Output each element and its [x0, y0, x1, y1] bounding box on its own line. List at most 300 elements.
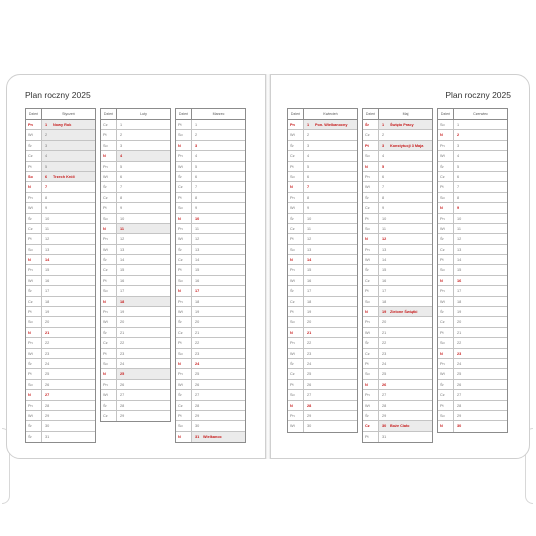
day-cell[interactable]	[117, 172, 170, 181]
day-row[interactable]	[26, 411, 95, 421]
day-cell[interactable]	[379, 390, 432, 399]
day-row[interactable]	[26, 286, 95, 296]
day-row[interactable]	[363, 151, 432, 161]
day-cell[interactable]	[42, 317, 95, 326]
day-cell[interactable]	[117, 245, 170, 254]
day-row[interactable]	[101, 224, 170, 234]
day-cell[interactable]	[42, 421, 95, 430]
day-cell[interactable]	[192, 265, 245, 274]
day-cell[interactable]	[454, 349, 507, 358]
day-row[interactable]	[288, 193, 357, 203]
day-row[interactable]	[363, 307, 432, 317]
day-row[interactable]	[363, 182, 432, 192]
day-row[interactable]	[101, 276, 170, 286]
day-row[interactable]	[176, 380, 245, 390]
day-cell[interactable]	[192, 380, 245, 389]
day-row[interactable]	[363, 369, 432, 379]
day-cell[interactable]	[454, 203, 507, 212]
day-cell[interactable]	[379, 151, 432, 160]
day-cell[interactable]	[304, 245, 357, 254]
day-cell[interactable]	[192, 338, 245, 347]
day-row[interactable]	[288, 276, 357, 286]
day-cell[interactable]	[192, 297, 245, 306]
day-cell[interactable]	[454, 276, 507, 285]
day-row[interactable]	[176, 120, 245, 130]
day-cell[interactable]	[454, 224, 507, 233]
day-row[interactable]	[438, 349, 507, 359]
day-row[interactable]	[176, 369, 245, 379]
day-cell[interactable]	[42, 224, 95, 233]
day-row[interactable]	[288, 130, 357, 140]
day-cell[interactable]	[304, 265, 357, 274]
day-cell[interactable]	[117, 317, 170, 326]
day-row[interactable]	[176, 141, 245, 151]
day-row[interactable]	[176, 338, 245, 348]
day-cell[interactable]	[192, 203, 245, 212]
day-cell[interactable]	[304, 130, 357, 139]
day-row[interactable]	[26, 307, 95, 317]
day-cell[interactable]	[379, 317, 432, 326]
day-cell[interactable]	[304, 317, 357, 326]
day-row[interactable]	[288, 369, 357, 379]
day-cell[interactable]	[42, 255, 95, 264]
day-cell[interactable]	[379, 432, 432, 442]
day-row[interactable]	[438, 151, 507, 161]
day-cell[interactable]	[304, 120, 357, 129]
day-row[interactable]	[288, 234, 357, 244]
day-cell[interactable]	[304, 182, 357, 191]
day-row[interactable]	[363, 255, 432, 265]
day-row[interactable]	[288, 120, 357, 130]
day-row[interactable]	[176, 411, 245, 421]
day-row[interactable]	[363, 432, 432, 442]
day-row[interactable]	[26, 151, 95, 161]
day-row[interactable]	[176, 401, 245, 411]
day-cell[interactable]	[117, 276, 170, 285]
day-cell[interactable]	[192, 286, 245, 295]
day-row[interactable]	[288, 172, 357, 182]
day-row[interactable]	[101, 359, 170, 369]
day-row[interactable]	[438, 328, 507, 338]
day-cell[interactable]	[304, 421, 357, 431]
day-row[interactable]	[288, 265, 357, 275]
day-cell[interactable]	[42, 130, 95, 139]
day-row[interactable]	[26, 120, 95, 130]
day-row[interactable]	[288, 224, 357, 234]
day-cell[interactable]	[192, 130, 245, 139]
day-cell[interactable]	[304, 286, 357, 295]
day-row[interactable]	[101, 151, 170, 161]
day-row[interactable]	[288, 203, 357, 213]
day-row[interactable]	[288, 421, 357, 431]
day-row[interactable]	[26, 359, 95, 369]
day-cell[interactable]	[192, 307, 245, 316]
day-cell[interactable]	[304, 234, 357, 243]
day-cell[interactable]	[42, 307, 95, 316]
day-cell[interactable]	[379, 193, 432, 202]
day-cell[interactable]	[379, 141, 432, 150]
day-row[interactable]	[26, 328, 95, 338]
day-cell[interactable]	[117, 234, 170, 243]
day-row[interactable]	[26, 162, 95, 172]
day-row[interactable]	[101, 141, 170, 151]
day-cell[interactable]	[192, 401, 245, 410]
day-cell[interactable]	[454, 265, 507, 274]
day-cell[interactable]	[192, 234, 245, 243]
day-cell[interactable]	[192, 245, 245, 254]
day-cell[interactable]	[117, 141, 170, 150]
day-cell[interactable]	[454, 307, 507, 316]
day-cell[interactable]	[192, 182, 245, 191]
day-cell[interactable]	[379, 359, 432, 368]
day-cell[interactable]	[379, 162, 432, 171]
day-cell[interactable]	[379, 328, 432, 337]
day-row[interactable]	[101, 265, 170, 275]
day-cell[interactable]	[454, 245, 507, 254]
day-row[interactable]	[363, 172, 432, 182]
day-row[interactable]	[363, 265, 432, 275]
day-cell[interactable]	[117, 359, 170, 368]
day-cell[interactable]	[454, 421, 507, 431]
day-row[interactable]	[176, 255, 245, 265]
day-cell[interactable]	[42, 432, 95, 442]
day-cell[interactable]	[117, 151, 170, 160]
day-row[interactable]	[26, 390, 95, 400]
day-cell[interactable]	[304, 141, 357, 150]
day-row[interactable]	[438, 380, 507, 390]
day-row[interactable]	[101, 120, 170, 130]
day-cell[interactable]	[117, 182, 170, 191]
day-cell[interactable]	[304, 276, 357, 285]
day-row[interactable]	[288, 141, 357, 151]
day-row[interactable]	[176, 297, 245, 307]
day-cell[interactable]	[379, 265, 432, 274]
day-cell[interactable]	[454, 182, 507, 191]
day-row[interactable]	[101, 245, 170, 255]
day-row[interactable]	[176, 234, 245, 244]
day-row[interactable]	[288, 390, 357, 400]
day-row[interactable]	[26, 338, 95, 348]
day-cell[interactable]	[454, 390, 507, 399]
day-row[interactable]	[363, 120, 432, 130]
day-cell[interactable]	[379, 172, 432, 181]
day-row[interactable]	[438, 245, 507, 255]
day-cell[interactable]	[192, 193, 245, 202]
day-cell[interactable]	[192, 276, 245, 285]
day-row[interactable]	[26, 349, 95, 359]
day-row[interactable]	[288, 338, 357, 348]
day-cell[interactable]	[192, 120, 245, 129]
day-row[interactable]	[101, 130, 170, 140]
day-cell[interactable]	[304, 338, 357, 347]
day-row[interactable]	[26, 401, 95, 411]
day-row[interactable]	[363, 224, 432, 234]
day-cell[interactable]	[454, 328, 507, 337]
day-cell[interactable]	[379, 214, 432, 223]
day-cell[interactable]	[304, 162, 357, 171]
day-row[interactable]	[438, 193, 507, 203]
day-row[interactable]	[363, 203, 432, 213]
day-row[interactable]	[438, 224, 507, 234]
day-row[interactable]	[176, 172, 245, 182]
day-row[interactable]	[101, 338, 170, 348]
day-cell[interactable]	[117, 411, 170, 421]
day-cell[interactable]	[42, 151, 95, 160]
day-cell[interactable]	[42, 411, 95, 420]
day-row[interactable]	[176, 224, 245, 234]
day-cell[interactable]	[192, 369, 245, 378]
day-cell[interactable]	[192, 172, 245, 181]
day-cell[interactable]	[42, 359, 95, 368]
day-cell[interactable]	[192, 224, 245, 233]
day-cell[interactable]	[304, 307, 357, 316]
day-row[interactable]	[176, 162, 245, 172]
day-row[interactable]	[101, 390, 170, 400]
day-row[interactable]	[176, 193, 245, 203]
day-row[interactable]	[26, 276, 95, 286]
day-row[interactable]	[101, 193, 170, 203]
day-cell[interactable]	[379, 182, 432, 191]
day-row[interactable]	[363, 193, 432, 203]
day-cell[interactable]	[379, 349, 432, 358]
day-row[interactable]	[176, 307, 245, 317]
day-cell[interactable]	[192, 151, 245, 160]
day-cell[interactable]	[379, 234, 432, 243]
day-cell[interactable]	[117, 390, 170, 399]
day-cell[interactable]	[117, 297, 170, 306]
day-row[interactable]	[438, 297, 507, 307]
day-row[interactable]	[176, 214, 245, 224]
day-cell[interactable]	[304, 255, 357, 264]
day-row[interactable]	[363, 380, 432, 390]
day-row[interactable]	[26, 432, 95, 442]
day-row[interactable]	[288, 380, 357, 390]
day-row[interactable]	[101, 162, 170, 172]
day-cell[interactable]	[117, 307, 170, 316]
day-row[interactable]	[363, 349, 432, 359]
day-cell[interactable]	[454, 411, 507, 420]
day-row[interactable]	[438, 338, 507, 348]
day-cell[interactable]	[454, 172, 507, 181]
day-row[interactable]	[26, 380, 95, 390]
day-cell[interactable]	[117, 120, 170, 129]
day-cell[interactable]	[379, 369, 432, 378]
day-cell[interactable]	[42, 245, 95, 254]
day-row[interactable]	[363, 276, 432, 286]
day-row[interactable]	[101, 214, 170, 224]
day-row[interactable]	[26, 172, 95, 182]
day-row[interactable]	[288, 359, 357, 369]
day-row[interactable]	[438, 182, 507, 192]
day-row[interactable]	[363, 421, 432, 431]
day-row[interactable]	[101, 411, 170, 421]
day-cell[interactable]	[42, 401, 95, 410]
day-cell[interactable]	[192, 317, 245, 326]
day-row[interactable]	[101, 297, 170, 307]
day-cell[interactable]	[42, 203, 95, 212]
day-row[interactable]	[176, 390, 245, 400]
day-row[interactable]	[363, 141, 432, 151]
day-row[interactable]	[363, 401, 432, 411]
day-row[interactable]	[438, 172, 507, 182]
day-row[interactable]	[26, 234, 95, 244]
day-row[interactable]	[26, 193, 95, 203]
day-row[interactable]	[176, 421, 245, 431]
day-row[interactable]	[438, 307, 507, 317]
day-cell[interactable]	[454, 162, 507, 171]
day-row[interactable]	[438, 203, 507, 213]
day-row[interactable]	[363, 286, 432, 296]
day-cell[interactable]	[192, 390, 245, 399]
day-row[interactable]	[288, 162, 357, 172]
day-row[interactable]	[288, 307, 357, 317]
day-cell[interactable]	[42, 182, 95, 191]
day-row[interactable]	[438, 286, 507, 296]
day-row[interactable]	[26, 245, 95, 255]
day-row[interactable]	[176, 328, 245, 338]
day-row[interactable]	[101, 328, 170, 338]
day-row[interactable]	[176, 359, 245, 369]
day-row[interactable]	[26, 141, 95, 151]
day-cell[interactable]	[304, 214, 357, 223]
day-cell[interactable]	[454, 234, 507, 243]
day-row[interactable]	[363, 130, 432, 140]
day-cell[interactable]	[117, 224, 170, 233]
day-row[interactable]	[438, 234, 507, 244]
day-cell[interactable]	[379, 401, 432, 410]
day-cell[interactable]	[304, 401, 357, 410]
day-row[interactable]	[438, 359, 507, 369]
day-row[interactable]	[26, 369, 95, 379]
day-cell[interactable]	[454, 401, 507, 410]
day-row[interactable]	[438, 317, 507, 327]
day-cell[interactable]	[304, 151, 357, 160]
day-cell[interactable]	[192, 359, 245, 368]
day-cell[interactable]	[117, 369, 170, 378]
day-row[interactable]	[288, 214, 357, 224]
day-row[interactable]	[288, 286, 357, 296]
day-cell[interactable]	[454, 120, 507, 129]
day-row[interactable]	[26, 214, 95, 224]
day-cell[interactable]	[42, 297, 95, 306]
day-row[interactable]	[176, 286, 245, 296]
day-cell[interactable]	[117, 203, 170, 212]
day-cell[interactable]	[454, 359, 507, 368]
day-cell[interactable]	[117, 255, 170, 264]
day-cell[interactable]	[117, 265, 170, 274]
day-cell[interactable]	[192, 255, 245, 264]
day-cell[interactable]	[454, 193, 507, 202]
day-cell[interactable]	[42, 265, 95, 274]
day-cell[interactable]	[117, 349, 170, 358]
day-row[interactable]	[438, 255, 507, 265]
day-row[interactable]	[26, 255, 95, 265]
day-row[interactable]	[288, 401, 357, 411]
day-cell[interactable]	[42, 162, 95, 171]
day-cell[interactable]	[379, 120, 432, 129]
day-cell[interactable]	[304, 369, 357, 378]
day-row[interactable]	[176, 245, 245, 255]
day-row[interactable]	[438, 411, 507, 421]
day-row[interactable]	[363, 162, 432, 172]
day-cell[interactable]	[42, 380, 95, 389]
day-row[interactable]	[26, 297, 95, 307]
day-cell[interactable]	[379, 245, 432, 254]
day-row[interactable]	[176, 432, 245, 442]
day-cell[interactable]	[454, 130, 507, 139]
day-row[interactable]	[101, 349, 170, 359]
day-cell[interactable]	[304, 297, 357, 306]
day-cell[interactable]	[42, 141, 95, 150]
day-row[interactable]	[26, 203, 95, 213]
day-row[interactable]	[176, 349, 245, 359]
day-row[interactable]	[176, 151, 245, 161]
day-cell[interactable]	[304, 390, 357, 399]
day-row[interactable]	[363, 338, 432, 348]
day-row[interactable]	[438, 276, 507, 286]
day-cell[interactable]	[304, 203, 357, 212]
day-cell[interactable]	[454, 255, 507, 264]
day-cell[interactable]	[454, 214, 507, 223]
day-cell[interactable]	[304, 359, 357, 368]
day-row[interactable]	[438, 130, 507, 140]
day-cell[interactable]	[42, 369, 95, 378]
day-cell[interactable]	[454, 297, 507, 306]
day-cell[interactable]	[454, 338, 507, 347]
day-cell[interactable]	[42, 349, 95, 358]
day-row[interactable]	[101, 172, 170, 182]
day-row[interactable]	[288, 255, 357, 265]
day-row[interactable]	[363, 359, 432, 369]
day-cell[interactable]	[379, 411, 432, 420]
day-row[interactable]	[101, 307, 170, 317]
day-row[interactable]	[176, 130, 245, 140]
day-cell[interactable]	[379, 276, 432, 285]
day-row[interactable]	[101, 369, 170, 379]
day-row[interactable]	[288, 328, 357, 338]
day-row[interactable]	[288, 151, 357, 161]
day-cell[interactable]	[304, 172, 357, 181]
day-row[interactable]	[101, 255, 170, 265]
day-cell[interactable]	[192, 214, 245, 223]
day-cell[interactable]	[192, 349, 245, 358]
day-row[interactable]	[438, 162, 507, 172]
day-row[interactable]	[363, 390, 432, 400]
day-cell[interactable]	[379, 421, 432, 430]
day-cell[interactable]	[379, 380, 432, 389]
day-row[interactable]	[26, 130, 95, 140]
day-cell[interactable]	[379, 224, 432, 233]
day-cell[interactable]	[192, 411, 245, 420]
day-cell[interactable]	[379, 130, 432, 139]
day-row[interactable]	[438, 421, 507, 431]
day-row[interactable]	[288, 349, 357, 359]
day-row[interactable]	[26, 265, 95, 275]
day-row[interactable]	[101, 203, 170, 213]
day-cell[interactable]	[304, 411, 357, 420]
day-cell[interactable]	[454, 151, 507, 160]
day-cell[interactable]	[379, 286, 432, 295]
day-cell[interactable]	[304, 224, 357, 233]
day-cell[interactable]	[117, 338, 170, 347]
day-row[interactable]	[26, 182, 95, 192]
day-row[interactable]	[363, 328, 432, 338]
day-cell[interactable]	[304, 349, 357, 358]
day-cell[interactable]	[379, 297, 432, 306]
day-cell[interactable]	[42, 120, 95, 129]
day-row[interactable]	[176, 276, 245, 286]
day-cell[interactable]	[117, 193, 170, 202]
